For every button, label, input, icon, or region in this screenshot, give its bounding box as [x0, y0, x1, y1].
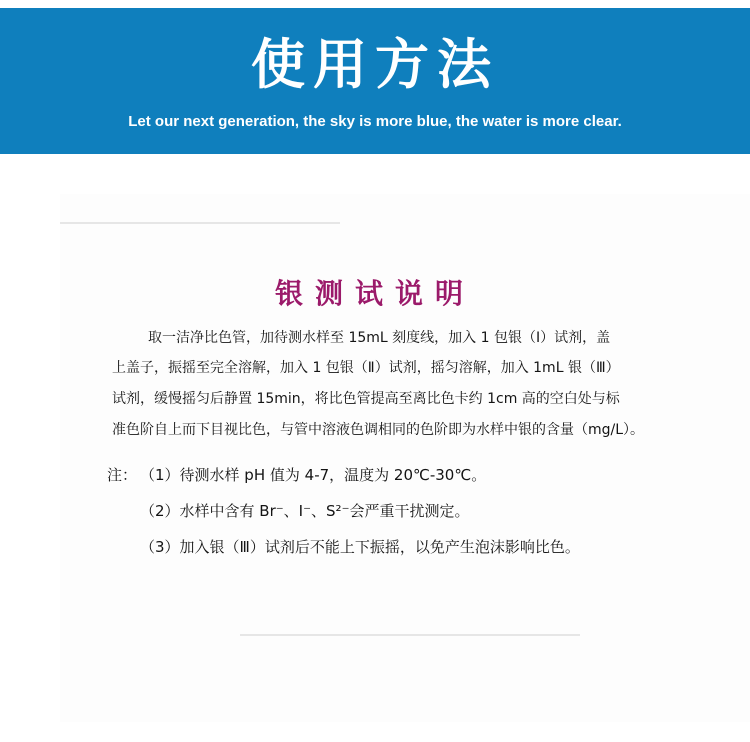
note-item: （3）加入银（Ⅲ）试剂后不能上下振摇，以免产生泡沫影响比色。	[140, 538, 580, 556]
document-title: 银测试说明	[274, 277, 475, 310]
paragraph-line: 取一洁净比色管，加待测水样至 15mL 刻度线，加入 1 包银（Ⅰ）试剂，盖	[148, 330, 611, 346]
notes-label: 注：	[107, 466, 138, 484]
paragraph-line: 试剂，缓慢摇匀后静置 15min，将比色管提高至离比色卡约 1cm 高的空白处与标	[112, 391, 620, 407]
note-item: （1）待测水样 pH 值为 4-7，温度为 20℃-30℃。	[140, 466, 487, 484]
banner-subtitle: Let our next generation, the sky is more blue, the water is more clear.	[128, 113, 622, 130]
faint-line	[60, 222, 340, 224]
header-banner	[0, 8, 750, 154]
paragraph-line: 上盖子，振摇至完全溶解，加入 1 包银（Ⅱ）试剂，摇匀溶解，加入 1mL 银（Ⅲ）	[112, 360, 620, 376]
paragraph-line: 准色阶自上而下目视比色，与管中溶液色调相同的色阶即为水样中银的含量（mg/L）。	[112, 422, 645, 438]
faint-line	[240, 634, 580, 636]
note-item: （2）水样中含有 Br⁻、I⁻、S²⁻会严重干扰测定。	[140, 502, 470, 520]
banner-title: 使用方法	[251, 33, 499, 96]
